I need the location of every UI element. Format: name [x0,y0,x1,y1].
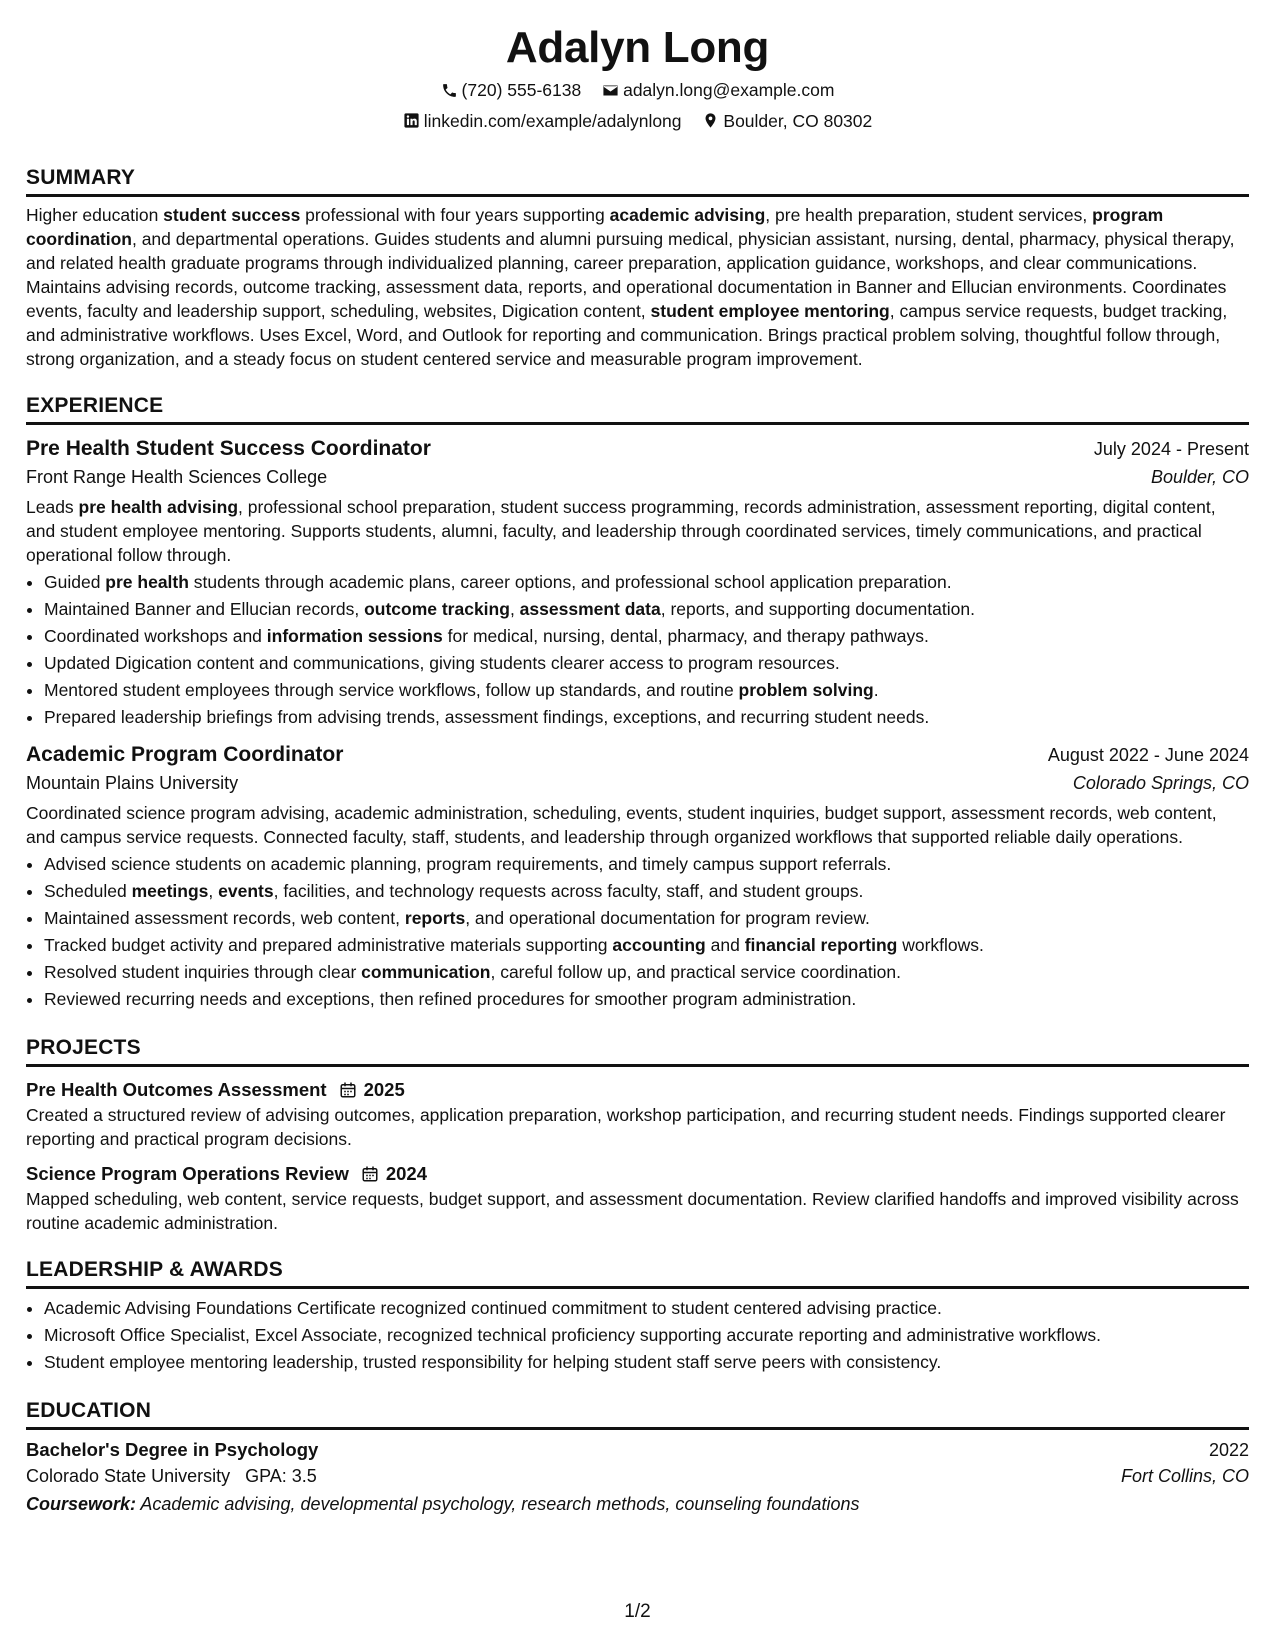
linkedin-item[interactable] [403,109,682,133]
linkedin-icon [403,112,420,129]
text-run: for medical, nursing, dental, pharmacy, and therapy pathways. [442,626,929,646]
project-year: 2024 [385,1163,428,1184]
email-item[interactable] [602,78,834,102]
email-text: adalyn.long@example.com [623,80,835,100]
job-entry-1 [26,435,1249,731]
bold-keyword: outcome tracking [364,599,510,619]
graduation-year: 2022 [1208,1440,1249,1460]
candidate-name: Adalyn Long [505,23,770,72]
project-year: 2025 [363,1079,405,1100]
job-date: August 2022 - June 2024 [1047,745,1249,765]
text-run: Maintained assessment records, web content, [44,908,405,928]
list-item [44,878,1249,905]
bold-keyword: pre health [105,572,189,592]
location-text: Boulder, CO 80302 [723,110,873,131]
text-run: . [873,680,879,700]
bold-keyword: academic advising [609,205,766,225]
project-entry-2 [26,1161,1249,1235]
text-run: Scheduled [44,881,132,901]
bold-keyword: communication [361,962,491,982]
education-heading: EDUCATION [26,1398,1249,1430]
list-item [44,986,1249,1013]
degree: Bachelor's Degree in Psychology [26,1439,319,1460]
leadership-heading: LEADERSHIP & AWARDS [26,1257,1249,1289]
location-item [702,109,872,133]
contact-line-2 [26,109,1249,136]
text-run: Tracked budget activity and prepared administrative materials supporting [44,935,613,955]
school-gpa [26,1464,317,1488]
job-location: Colorado Springs, CO [1072,773,1249,793]
list-item [44,959,1249,986]
list-item: • Academic Advising Foundations Certificate recognized continued commitment to student centered advising practice. [44,1295,1249,1322]
text-run: Updated Digication content and communications, giving students clearer access to program resources. [44,653,840,673]
job-sub-1 [26,465,1249,489]
education-head [26,1438,1249,1462]
job-head-2 [26,741,1249,769]
map-pin-icon [702,112,719,129]
list-item: • Microsoft Office Specialist, Excel Associate, recognized technical proficiency supporting accurate reporting and administrative workflows. [44,1322,1249,1349]
bold-keyword: financial reporting [744,935,898,955]
project-description: Mapped scheduling, web content, service requests, budget support, and assessment documentation. Review clarified handoffs and improved visibility across routine academic administration. [26,1189,1239,1233]
bold-keyword: accounting [612,935,706,955]
project-name: Science Program Operations Review [26,1163,349,1184]
list-item [44,569,1249,596]
leadership-list [26,1295,1249,1376]
list-item [44,851,1249,878]
text-run: Coordinated science program advising, academic administration, scheduling, events, student inquiries, budget support, assessment records, web content, and campus service requests. Connected faculty, staff, students, and leadership through organized workflows that supported reliable daily operations. [26,803,1217,847]
job-location: Boulder, CO [1150,467,1249,487]
text-run: Resolved student inquiries through clear [44,962,362,982]
gpa: GPA: 3.5 [245,1466,317,1486]
text-run: , facilities, and technology requests across faculty, staff, and student groups. [273,881,864,901]
text-run: , pre health preparation, student services, [765,205,1093,225]
text-run: professional with four years supporting [300,205,610,225]
job-description [26,801,1249,849]
bold-keyword: reports [404,908,466,928]
list-item [44,905,1249,932]
experience-heading: EXPERIENCE [26,393,1249,425]
school: Colorado State University [26,1466,231,1486]
envelope-icon [602,82,619,99]
coursework-label: Coursework: [26,1494,137,1514]
page-number: 1/2 [624,1601,651,1622]
text-run: Guided [44,572,106,592]
linkedin-text: linkedin.com/example/adalynlong [423,110,682,131]
projects-heading: PROJECTS [26,1035,1249,1067]
coursework [26,1492,1249,1516]
text-run: , campus service requests, budget tracking, and administrative workflows. Uses Excel, Word, and Outlook for reporting and communication. Brings practical problem solving, thoughtful follow through, strong organization, and a steady focus on student centered service and measurable program improvement. [26,301,1228,369]
job-title: Academic Program Coordinator [26,743,344,766]
school-location: Fort Collins, CO [1120,1466,1249,1486]
coursework-text: Academic advising, developmental psychology, research methods, counseling foundations [140,1494,860,1514]
text-run: Mentored student employees through service workflows, follow up standards, and routine [44,680,739,700]
bold-keyword: assessment data [519,599,661,619]
text-run: Coordinated workshops and [44,626,267,646]
job-date: July 2024 - Present [1093,439,1249,459]
text-run: , professional school preparation, student success programming, records administration, assessment reporting, digital content, and student employee mentoring. Supports students, alumni, faculty, and leadership through coordinated services, timely communications, and practical operational follow through. [26,497,1216,565]
calendar-icon [339,1081,357,1099]
job-entry-2 [26,741,1249,1013]
job-title: Pre Health Student Success Coordinator [26,437,431,460]
project-head [26,1161,1249,1187]
calendar-icon [361,1165,379,1183]
list-item [44,623,1249,650]
bold-keyword: problem solving [738,680,874,700]
text-run: students through academic plans, career options, and professional school application preparation. [188,572,952,592]
list-item [44,650,1249,677]
text-run: Reviewed recurring needs and exceptions, then refined procedures for smoother program administration. [44,989,857,1009]
text-run: , and operational documentation for program review. [465,908,870,928]
text-run: , careful follow up, and practical service coordination. [490,962,901,982]
bold-keyword: meetings [131,881,209,901]
job-org: Front Range Health Sciences College [26,467,328,487]
phone-text: (720) 555-6138 [461,80,582,100]
job-sub-2 [26,771,1249,795]
project-description: Created a structured review of advising outcomes, application preparation, workshop participation, and recurring student needs. Findings supported clearer reporting and practical program decisions. [26,1105,1226,1149]
bold-keyword: events [218,881,274,901]
text-run: Maintained Banner and Ellucian records, [44,599,365,619]
text-run: Advised science students on academic planning, program requirements, and timely campus support referrals. [44,854,892,874]
text-run: and [705,935,745,955]
bold-keyword: pre health advising [78,497,239,517]
bold-keyword: student success [163,205,301,225]
job-org: Mountain Plains University [26,773,239,793]
bold-keyword: information sessions [266,626,443,646]
education-sub [26,1464,1249,1488]
list-item [44,596,1249,623]
project-entry-1 [26,1077,1249,1151]
job-description [26,495,1249,567]
project-name: Pre Health Outcomes Assessment [26,1079,327,1100]
phone-item [441,78,582,102]
project-head [26,1077,1249,1103]
contact-line-1 [26,78,1249,105]
job-bullets [26,569,1249,731]
list-item [44,932,1249,959]
resume-page [26,0,1249,1516]
phone-icon [441,82,458,99]
text-run: , [509,599,520,619]
list-item [44,704,1249,731]
bold-keyword: program coordination [26,205,1164,249]
list-item [44,677,1249,704]
text-run: workflows. [897,935,984,955]
text-run: , [208,881,219,901]
summary-text [26,203,1249,371]
list-item: • Student employee mentoring leadership, trusted responsibility for helping student staff serve peers with consistency. [44,1349,1249,1376]
text-run: , and departmental operations. Guides students and alumni pursuing medical, physician assistant, nursing, dental, pharmacy, physical therapy, and related health graduate programs through individualized planning, career preparation, application guidance, workshops, and clear communications. Maintains advising records, outcome tracking, assessment data, reports, and operational documentation in Banner and Ellucian environments. Coordinates events, faculty and leadership support, scheduling, websites, Digication content, [26,229,1235,321]
summary-heading: SUMMARY [26,165,1249,197]
text-run: Prepared leadership briefings from advising trends, assessment findings, exceptions, and recurring student needs. [44,707,930,727]
job-head-1 [26,435,1249,463]
text-run: Leads [26,497,79,517]
job-bullets [26,851,1249,1013]
bold-keyword: student employee mentoring [650,301,890,321]
text-run: , reports, and supporting documentation. [660,599,975,619]
text-run: Higher education [26,205,164,225]
